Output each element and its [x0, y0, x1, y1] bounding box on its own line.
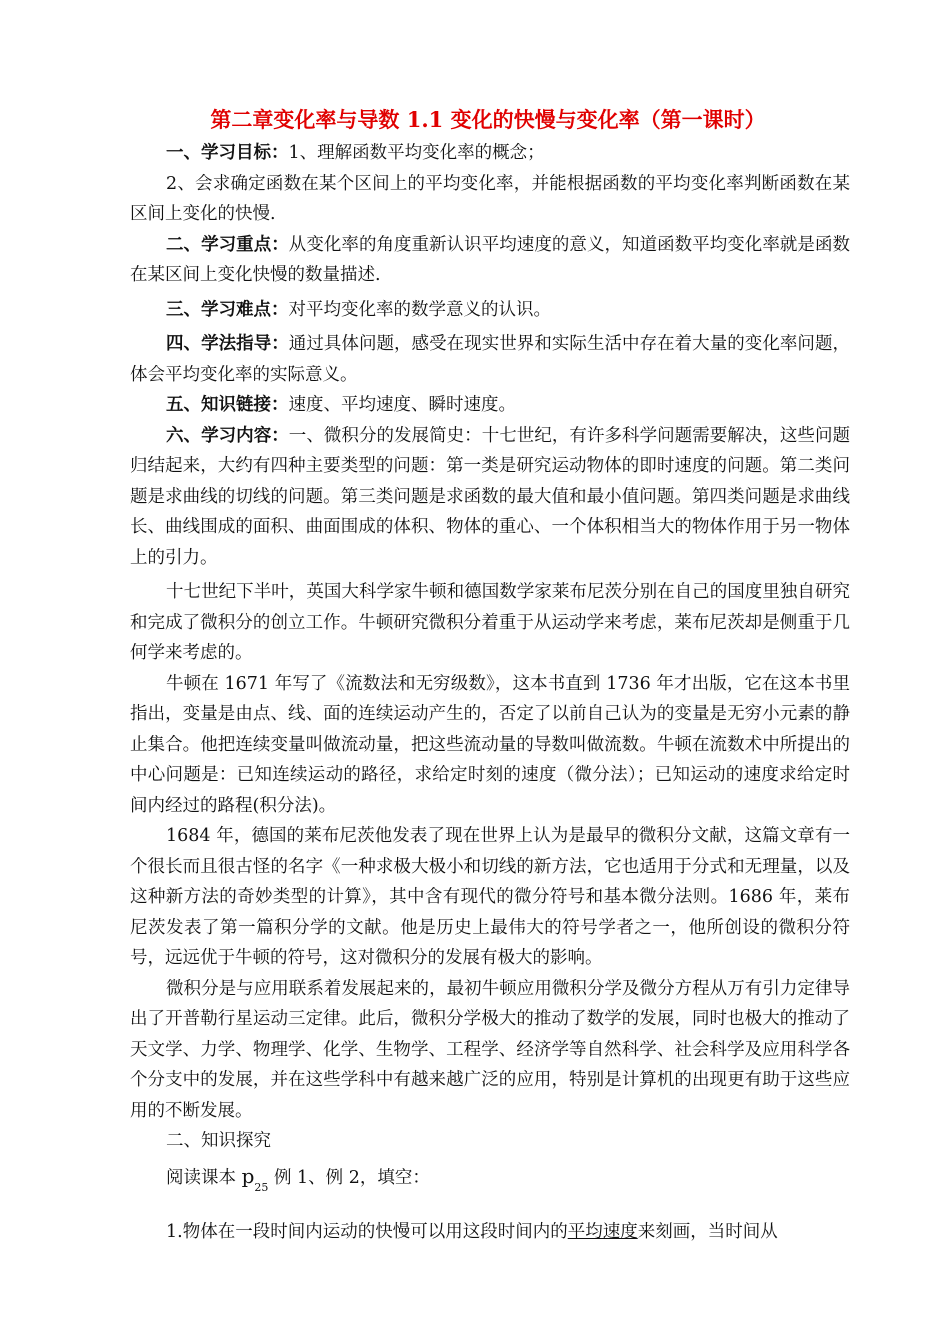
- read-suffix: 例 1、例 2，填空：: [273, 1167, 430, 1188]
- question-1: [130, 1217, 850, 1248]
- page-title: 第二章变化率与导数 1.1 变化的快慢与变化率（第一课时）: [210, 107, 766, 132]
- content-p1: 一、微积分的发展简史：十七世纪，有许多科学问题需要解决，这些问题归结起来，大约有四种主要类型的问题：第一类是研究运动物体的即时速度的问题。第二类问题是求曲线的切线的问题。第三类问题是求函数的最大值和最小值问题。第四类问题是求曲线长、曲线围成的面积、曲面围成的体积、物体的重心、一个体积相当大的物体作用于另一物体上的引力。: [130, 425, 851, 568]
- content-section: [130, 421, 850, 574]
- goals-line1: 1、理解函数平均变化率的概念；: [288, 143, 545, 163]
- difficulty-text: 对平均变化率的数学意义的认识。: [288, 299, 551, 320]
- page-subscript: 25: [254, 1180, 269, 1194]
- q1-suffix: 来刻画，当时间从: [637, 1222, 778, 1242]
- reading-instruction: [130, 1161, 850, 1204]
- read-prefix: 阅读课本: [166, 1167, 236, 1188]
- goals-section: [130, 138, 850, 169]
- content-p4: 1684 年，德国的莱布尼茨他发表了现在世界上认为是最早的微积分文献，这篇文章有一个很长而且很古怪的名字《一种求极大极小和切线的新方法，它也适用于分式和无理量，以及这种新方法的奇妙类型的计算》，其中含有现代的微分符号和基本微分法则。1686 年，莱布尼茨发表了第一篇积分学的文献。他是历史上最伟大的符号学者之一，他所创设的微积分符号，远远优于牛顿的符号，这对微积分的发展有极大的影响。: [130, 826, 850, 968]
- method-section: [130, 329, 850, 390]
- links-text: 速度、平均速度、瞬时速度。: [288, 395, 516, 415]
- page-symbol: p: [241, 1163, 255, 1188]
- explore-heading: 二、知识探究: [166, 1131, 271, 1151]
- goals-line2: 2、会求确定函数在某个区间上的平均变化率，并能根据函数的平均变化率判断函数在某区间上变化的快慢.: [130, 173, 850, 224]
- q1-prefix: 1.物体在一段时间内运动的快慢可以用这段时间内的: [166, 1222, 568, 1242]
- key-points-section: [130, 230, 850, 291]
- links-label: 五、知识链接：: [166, 395, 289, 415]
- q1-answer: 平均速度: [567, 1222, 638, 1242]
- content-p3: 牛顿在 1671 年写了《流数法和无穷级数》，这本书直到 1736 年才出版，它在这本书里指出，变量是由点、线、面的连续运动产生的，否定了以前自己认为的变量是无穷小元素的静止集合。他把连续变量叫做流动量，把这些流动量的导数叫做流数。牛顿在流数术中所提出的中心问题是：已知连续运动的路径，求给定时刻的速度（微分法）；已知运动的速度求给定时间内经过的路程(积分法)。: [130, 673, 850, 816]
- key-points-label: 二、学习重点：: [166, 234, 289, 255]
- document-page: [130, 104, 850, 1248]
- method-text: 通过具体问题，感受在现实世界和实际生活中存在着大量的变化率问题，体会平均变化率的实际意义。: [130, 334, 851, 385]
- difficulty-label: 三、学习难点：: [166, 299, 289, 320]
- links-section: [130, 390, 850, 421]
- key-points-text: 从变化率的角度重新认识平均速度的意义，知道函数平均变化率就是函数在某区间上变化快慢的数量描述.: [130, 234, 851, 285]
- content-p2: 十七世纪下半叶，英国大科学家牛顿和德国数学家莱布尼茨分别在自己的国度里独自研究和完成了微积分的创立工作。牛顿研究微积分着重于从运动学来考虑，莱布尼茨却是侧重于几何学来考虑的。: [130, 582, 850, 663]
- content-p5: 微积分是与应用联系着发展起来的，最初牛顿应用微积分学及微分方程从万有引力定律导出了开普勒行星运动三定律。此后，微积分学极大的推动了数学的发展，同时也极大的推动了天文学、力学、物理学、化学、生物学、工程学、经济学等自然科学、社会科学及应用科学各个分支中的发展，并在这些学科中有越来越广泛的应用，特别是计算机的出现更有助于这些应用的不断发展。: [130, 978, 850, 1121]
- method-label: 四、学法指导：: [166, 334, 289, 354]
- difficulty-section: [130, 295, 850, 326]
- goals-label: 一、学习目标：: [166, 143, 289, 163]
- content-label: 六、学习内容：: [166, 425, 289, 446]
